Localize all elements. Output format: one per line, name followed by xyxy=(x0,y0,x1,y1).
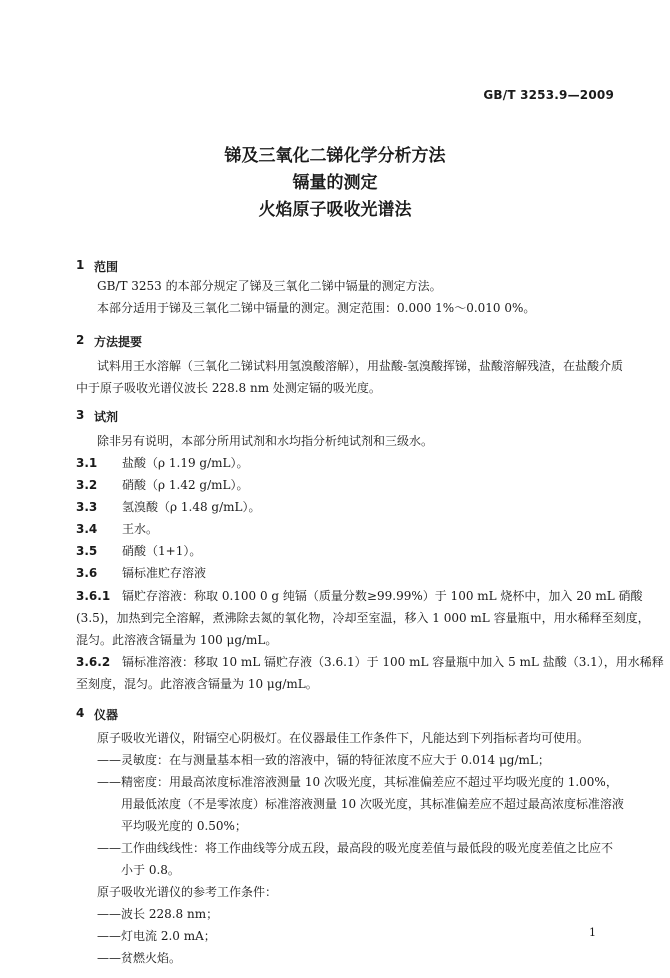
section-title: 范围 xyxy=(94,260,119,274)
list-item: ——贫燃火焰。 xyxy=(97,951,182,965)
document-title-line-2: 镉量的测定 xyxy=(292,173,378,193)
page-number: 1 xyxy=(589,926,596,939)
paragraph: GB/T 3253 的本部分规定了锑及三氧化二锑中镉量的测定方法。 xyxy=(97,279,442,293)
paragraph: 混匀。此溶液含镉量为 100 μg/mL。 xyxy=(76,633,278,647)
list-item: ——工作曲线线性：将工作曲线等分成五段，最高段的吸光度差值与最低段的吸光度差值之比应不 xyxy=(97,841,614,855)
item-number: 3.4 xyxy=(76,522,98,536)
paragraph: 原子吸收光谱仪的参考工作条件： xyxy=(97,885,278,899)
section-title: 试剂 xyxy=(94,410,119,424)
item-number: 3.2 xyxy=(76,478,98,492)
item-text: 镉标准溶液：移取 10 mL 镉贮存液（3.6.1）于 100 mL 容量瓶中加入 5 mL 盐酸（3.1），用水稀释 xyxy=(122,655,664,669)
standard-number: GB/T 3253.9—2009 xyxy=(483,88,614,102)
paragraph: 至刻度，混匀。此溶液含镉量为 10 μg/mL。 xyxy=(76,677,318,691)
document-title-line-1: 锑及三氧化二锑化学分析方法 xyxy=(224,146,446,166)
item-text: 氢溴酸（ρ 1.48 g/mL）。 xyxy=(122,500,261,514)
item-text: 镉标准贮存溶液 xyxy=(122,566,207,580)
list-item: ——灯电流 2.0 mA； xyxy=(97,929,216,943)
paragraph: 除非另有说明，本部分所用试剂和水均指分析纯试剂和三级水。 xyxy=(97,434,434,448)
paragraph: 用最低浓度（不是零浓度）标准溶液测量 10 次吸光度，其标准偏差应不超过最高浓度标准溶液 xyxy=(121,797,624,811)
section-number: 4 xyxy=(76,706,85,720)
list-item: ——灵敏度：在与测量基本相一致的溶液中，镉的特征浓度不应大于 0.014 μg/mL； xyxy=(97,753,550,767)
section-number: 2 xyxy=(76,333,85,347)
paragraph: 原子吸收光谱仪，附镉空心阴极灯。在仪器最佳工作条件下，凡能达到下列指标者均可使用。 xyxy=(97,731,590,745)
item-text: 硝酸（1+1）。 xyxy=(122,544,202,558)
item-number: 3.3 xyxy=(76,500,98,514)
item-text: 硝酸（ρ 1.42 g/mL）。 xyxy=(122,478,249,492)
list-item: ——波长 228.8 nm； xyxy=(97,907,219,921)
item-number: 3.1 xyxy=(76,456,98,470)
paragraph: 中于原子吸收光谱仪波长 228.8 nm 处测定镉的吸光度。 xyxy=(76,381,381,395)
paragraph: 试料用王水溶解（三氧化二锑试料用氢溴酸溶解），用盐酸-氢溴酸挥锑，盐酸溶解残渣，在盐酸介质 xyxy=(97,359,624,373)
list-item: ——精密度：用最高浓度标准溶液测量 10 次吸光度，其标准偏差应不超过平均吸光度的 1.00%， xyxy=(97,775,618,789)
item-number: 3.6.2 xyxy=(76,655,111,669)
item-text: 王水。 xyxy=(122,522,159,536)
paragraph: 本部分适用于锑及三氧化二锑中镉量的测定。测定范围：0.000 1%～0.010 0%。 xyxy=(97,301,536,315)
section-number: 3 xyxy=(76,408,85,422)
item-number: 3.6.1 xyxy=(76,589,111,603)
paragraph: 小于 0.8。 xyxy=(121,863,180,877)
section-title: 仪器 xyxy=(94,708,119,722)
paragraph: (3.5)，加热到完全溶解，煮沸除去氮的氧化物，冷却至室温，移入 1 000 mL 容量瓶中，用水稀释至刻度， xyxy=(76,611,650,625)
item-number: 3.6 xyxy=(76,566,98,580)
item-text: 镉贮存溶液：称取 0.100 0 g 纯镉（质量分数≥99.99%）于 100 mL 烧杯中，加入 20 mL 硝酸 xyxy=(122,589,643,603)
document-title-line-3: 火焰原子吸收光谱法 xyxy=(258,200,412,220)
item-number: 3.5 xyxy=(76,544,98,558)
paragraph: 平均吸光度的 0.50%； xyxy=(121,819,247,833)
item-text: 盐酸（ρ 1.19 g/mL）。 xyxy=(122,456,249,470)
section-title: 方法提要 xyxy=(94,335,143,349)
section-number: 1 xyxy=(76,258,85,272)
